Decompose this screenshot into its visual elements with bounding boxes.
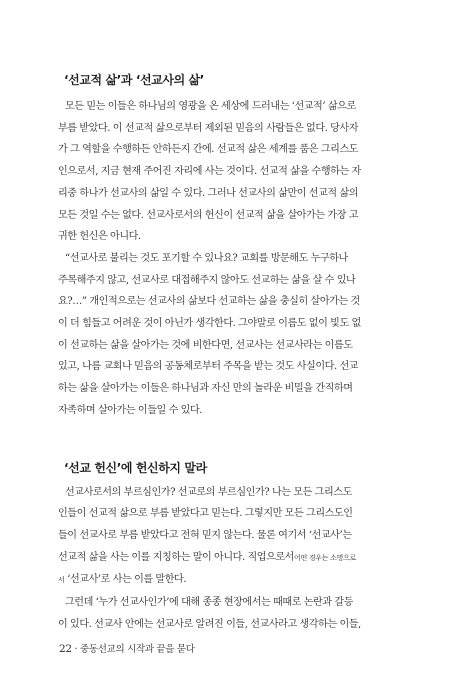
text-line: 주목해주지 않고, 선교사로 대접해주지 않아도 선교하는 삶을 살 수 있나: [58, 274, 356, 286]
small-note: 서: [58, 576, 65, 585]
running-title: 중동선교의 시작과 끝을 묻다: [79, 644, 195, 655]
text-line: 인들이 선교적 삶으로 부름 받았다고 믿는다. 그렇지만 모든 그리스도인: [58, 508, 353, 520]
text-line: 들이 선교사로 부름 받았다고 전혀 믿지 않는다. 물론 여기서 ‘선교사’는: [58, 529, 352, 541]
paragraph-1: [58, 96, 408, 248]
text-segment: 선교적 삶을 사는 이를 지칭하는 말이 아니다. 직업으로서: [58, 551, 294, 563]
text-line: 귀한 헌신은 아니다.: [58, 231, 141, 243]
text-line: [58, 547, 408, 570]
text-line: 선교사로서의 부르심인가? 선교로의 부르심인가? 나는 모든 그리스도: [65, 486, 352, 498]
page-content: [58, 70, 408, 635]
text-line: 이 있다. 선교사 안에는 선교사로 알려진 이들, 선교사라고 생각하는 이들,: [58, 618, 361, 630]
paragraph-2: [58, 248, 408, 422]
text-line: [58, 569, 408, 592]
text-line: 있고, 나름 교회나 믿음의 공동체로부터 주목을 받는 것도 사실이다. 선교: [58, 361, 359, 373]
text-line: 인으로서, 지금 현재 주어진 자리에 사는 것이다. 선교적 삶을 수행하는 자: [58, 166, 361, 178]
paragraph-4: [58, 592, 408, 635]
text-line: 부름 받았다. 이 선교적 삶으로부터 제외된 믿음의 사람들은 없다. 당사자: [58, 122, 359, 134]
text-line: 모든 믿는 이들은 하나님의 영광을 온 세상에 드러내는 ‘선교적’ 삶으로: [65, 101, 356, 112]
small-note: 어떤 경우는 소명으로: [293, 553, 356, 562]
text-line: “선교사로 불리는 것도 포기할 수 있나요? 교회를 방문해도 누구하나: [65, 252, 348, 264]
text-segment: ‘선교사’로 사는 이를 말한다.: [64, 574, 187, 586]
section-heading-missional-life: ‘선교적 삶’과 ‘선교사의 삶’: [64, 73, 204, 87]
text-line: 하는 삶을 살아가는 이들은 하나님과 자신 만의 놀라운 비밀을 간직하며: [58, 383, 353, 395]
text-line: 그런데 ‘누가 선교사인가’에 대해 종종 현장에서는 때때로 논란과 갈등: [65, 597, 353, 609]
text-line: 이 선교하는 삶을 살아가는 것에 비한다면, 선교사는 선교사라는 이름도: [58, 339, 353, 351]
text-line: 리중 하나가 선교사의 삶일 수 있다. 그러나 선교사의 삶만이 선교적 삶의: [58, 187, 359, 199]
text-line: 요?…” 개인적으로는 선교사의 삶보다 선교하는 삶을 충실히 살아가는 것: [58, 296, 360, 308]
footer-separator: ·: [74, 644, 78, 655]
text-line: 자족하며 살아가는 이들일 수 있다.: [58, 404, 202, 416]
text-line: 가 그 역할을 수행하든 안하든지 간에. 선교적 삶은 세계를 품은 그리스도: [58, 144, 359, 156]
text-line: 이 더 힘들고 어려운 것이 아닌가 생각한다. 그야말로 이름도 없이 빛도 없: [58, 318, 361, 330]
paragraph-3: [58, 482, 408, 593]
text-line: 모든 것일 수는 없다. 선교사로서의 헌신이 선교적 삶을 살아가는 가장 고: [58, 209, 359, 221]
page-number: 22: [59, 643, 72, 655]
page-footer: [59, 641, 195, 655]
section-heading-mission-devotion: ‘선교 헌신’에 헌신하지 말라: [64, 460, 207, 475]
